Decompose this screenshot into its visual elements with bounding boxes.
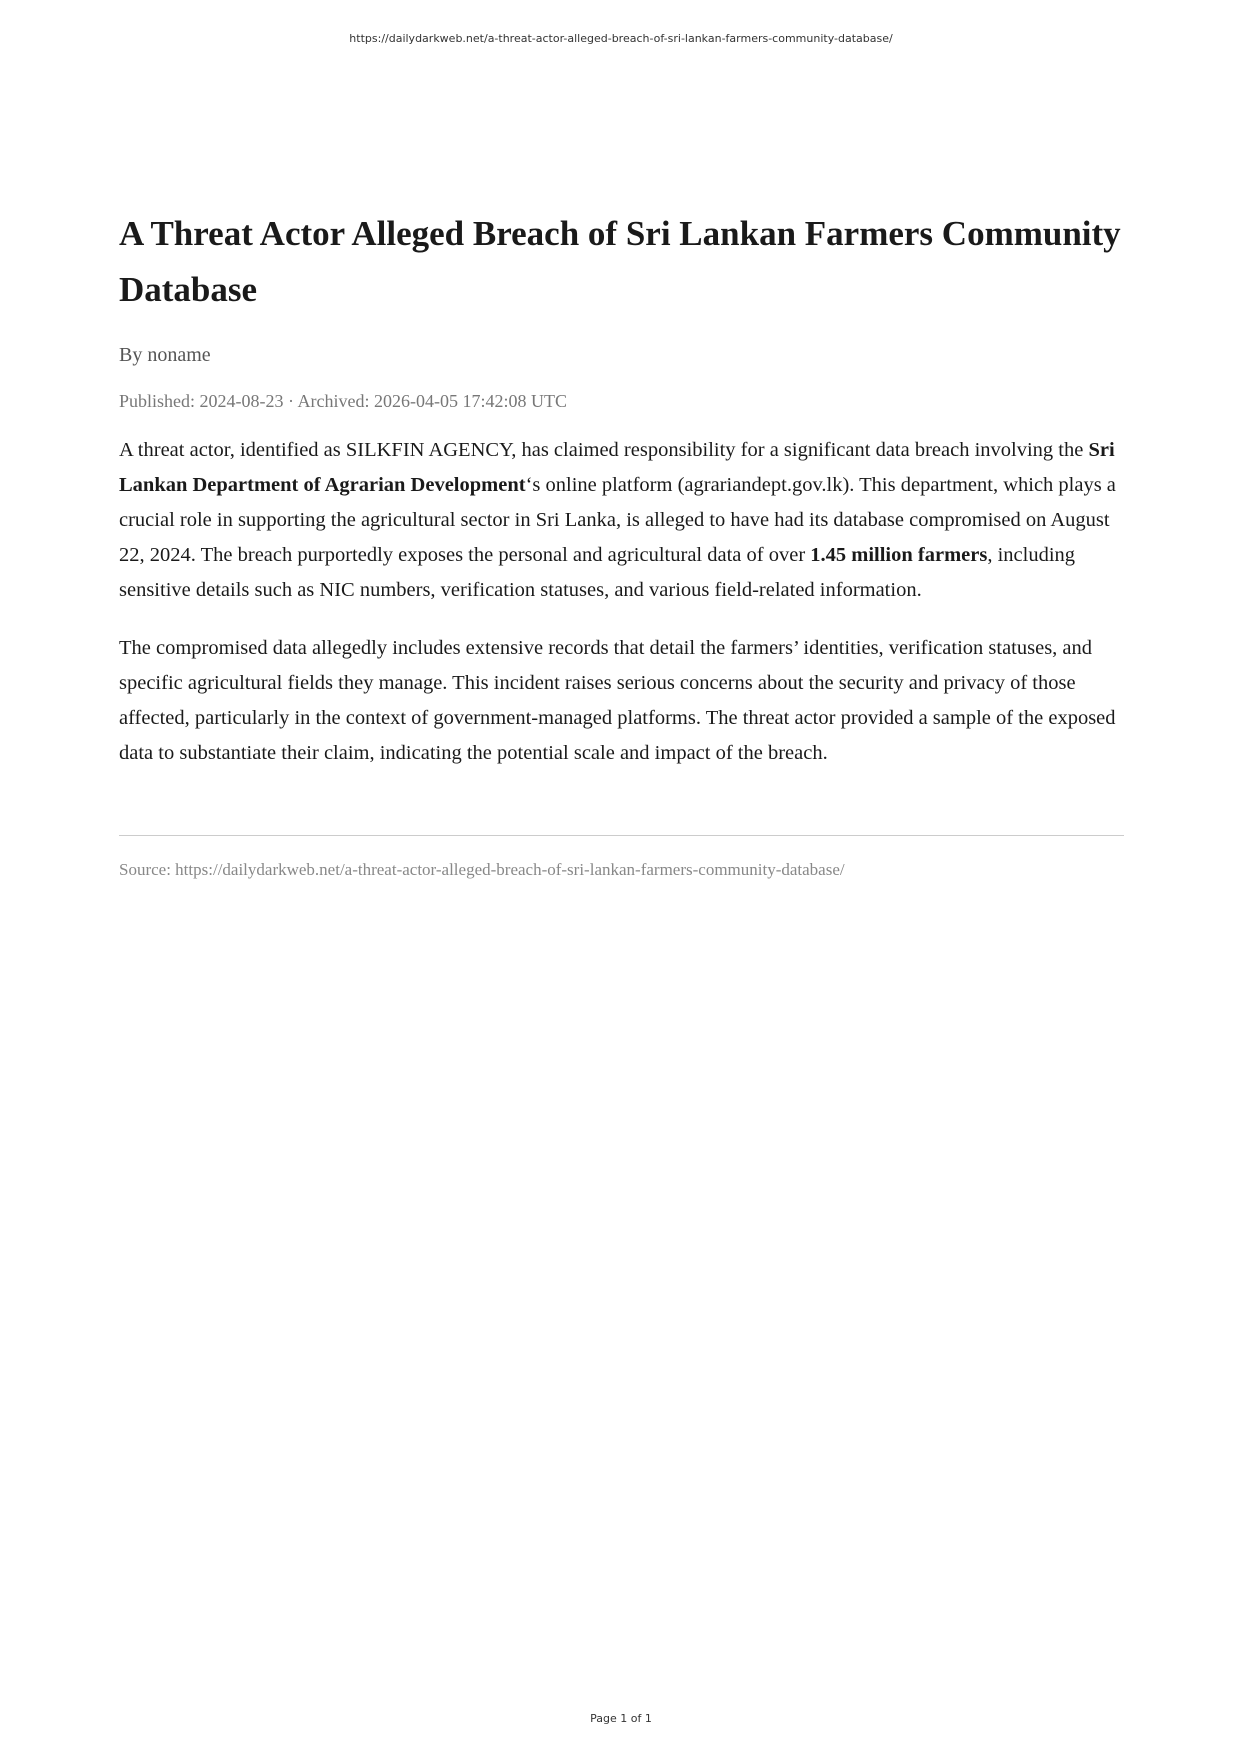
article-title: A Threat Actor Alleged Breach of Sri Lankan Farmers Community Database xyxy=(119,214,1121,309)
header-url: https://dailydarkweb.net/a-threat-actor-alleged-breach-of-sri-lankan-farmers-community-database/ xyxy=(349,32,893,45)
paragraph-1-bold-department: Sri Lankan Department of Agrarian Development xyxy=(119,439,1115,496)
byline: By noname xyxy=(119,344,211,366)
publish-meta: Published: 2024-08-23 · Archived: 2026-04-05 17:42:08 UTC xyxy=(119,391,567,411)
source-line: Source: https://dailydarkweb.net/a-threat-actor-alleged-breach-of-sri-lankan-farmers-community-database/ xyxy=(119,860,845,879)
paragraph-1 xyxy=(119,433,1124,608)
page-number: Page 1 of 1 xyxy=(590,1712,652,1725)
paragraph-1-bold-farmers: 1.45 million farmers xyxy=(810,544,988,566)
paragraph-1-text-c: , including sensitive details such as NIC numbers, verification statuses, and various field-related information. xyxy=(119,544,1076,601)
paragraph-1-text-a: A threat actor, identified as SILKFIN AGENCY, has claimed responsibility for a significant data breach involving the xyxy=(119,439,1089,461)
paragraph-1-text-b: ‘s online platform (agrariandept.gov.lk). This department, which plays a crucial role in supporting the agricultural sector in Sri Lanka, is alleged to have had its database compromised on August 22, 2024. The breach purportedly exposes the personal and agricultural data of over xyxy=(119,474,1116,566)
divider xyxy=(119,835,1124,836)
paragraph-2: The compromised data allegedly includes extensive records that detail the farmers’ identities, verification statuses, and specific agricultural fields they manage. This incident raises serious concerns about the security and privacy of those affected, particularly in the context of government-managed platforms. The threat actor provided a sample of the exposed data to substantiate their claim, indicating the potential scale and impact of the breach. xyxy=(119,637,1116,764)
article xyxy=(119,206,1124,882)
